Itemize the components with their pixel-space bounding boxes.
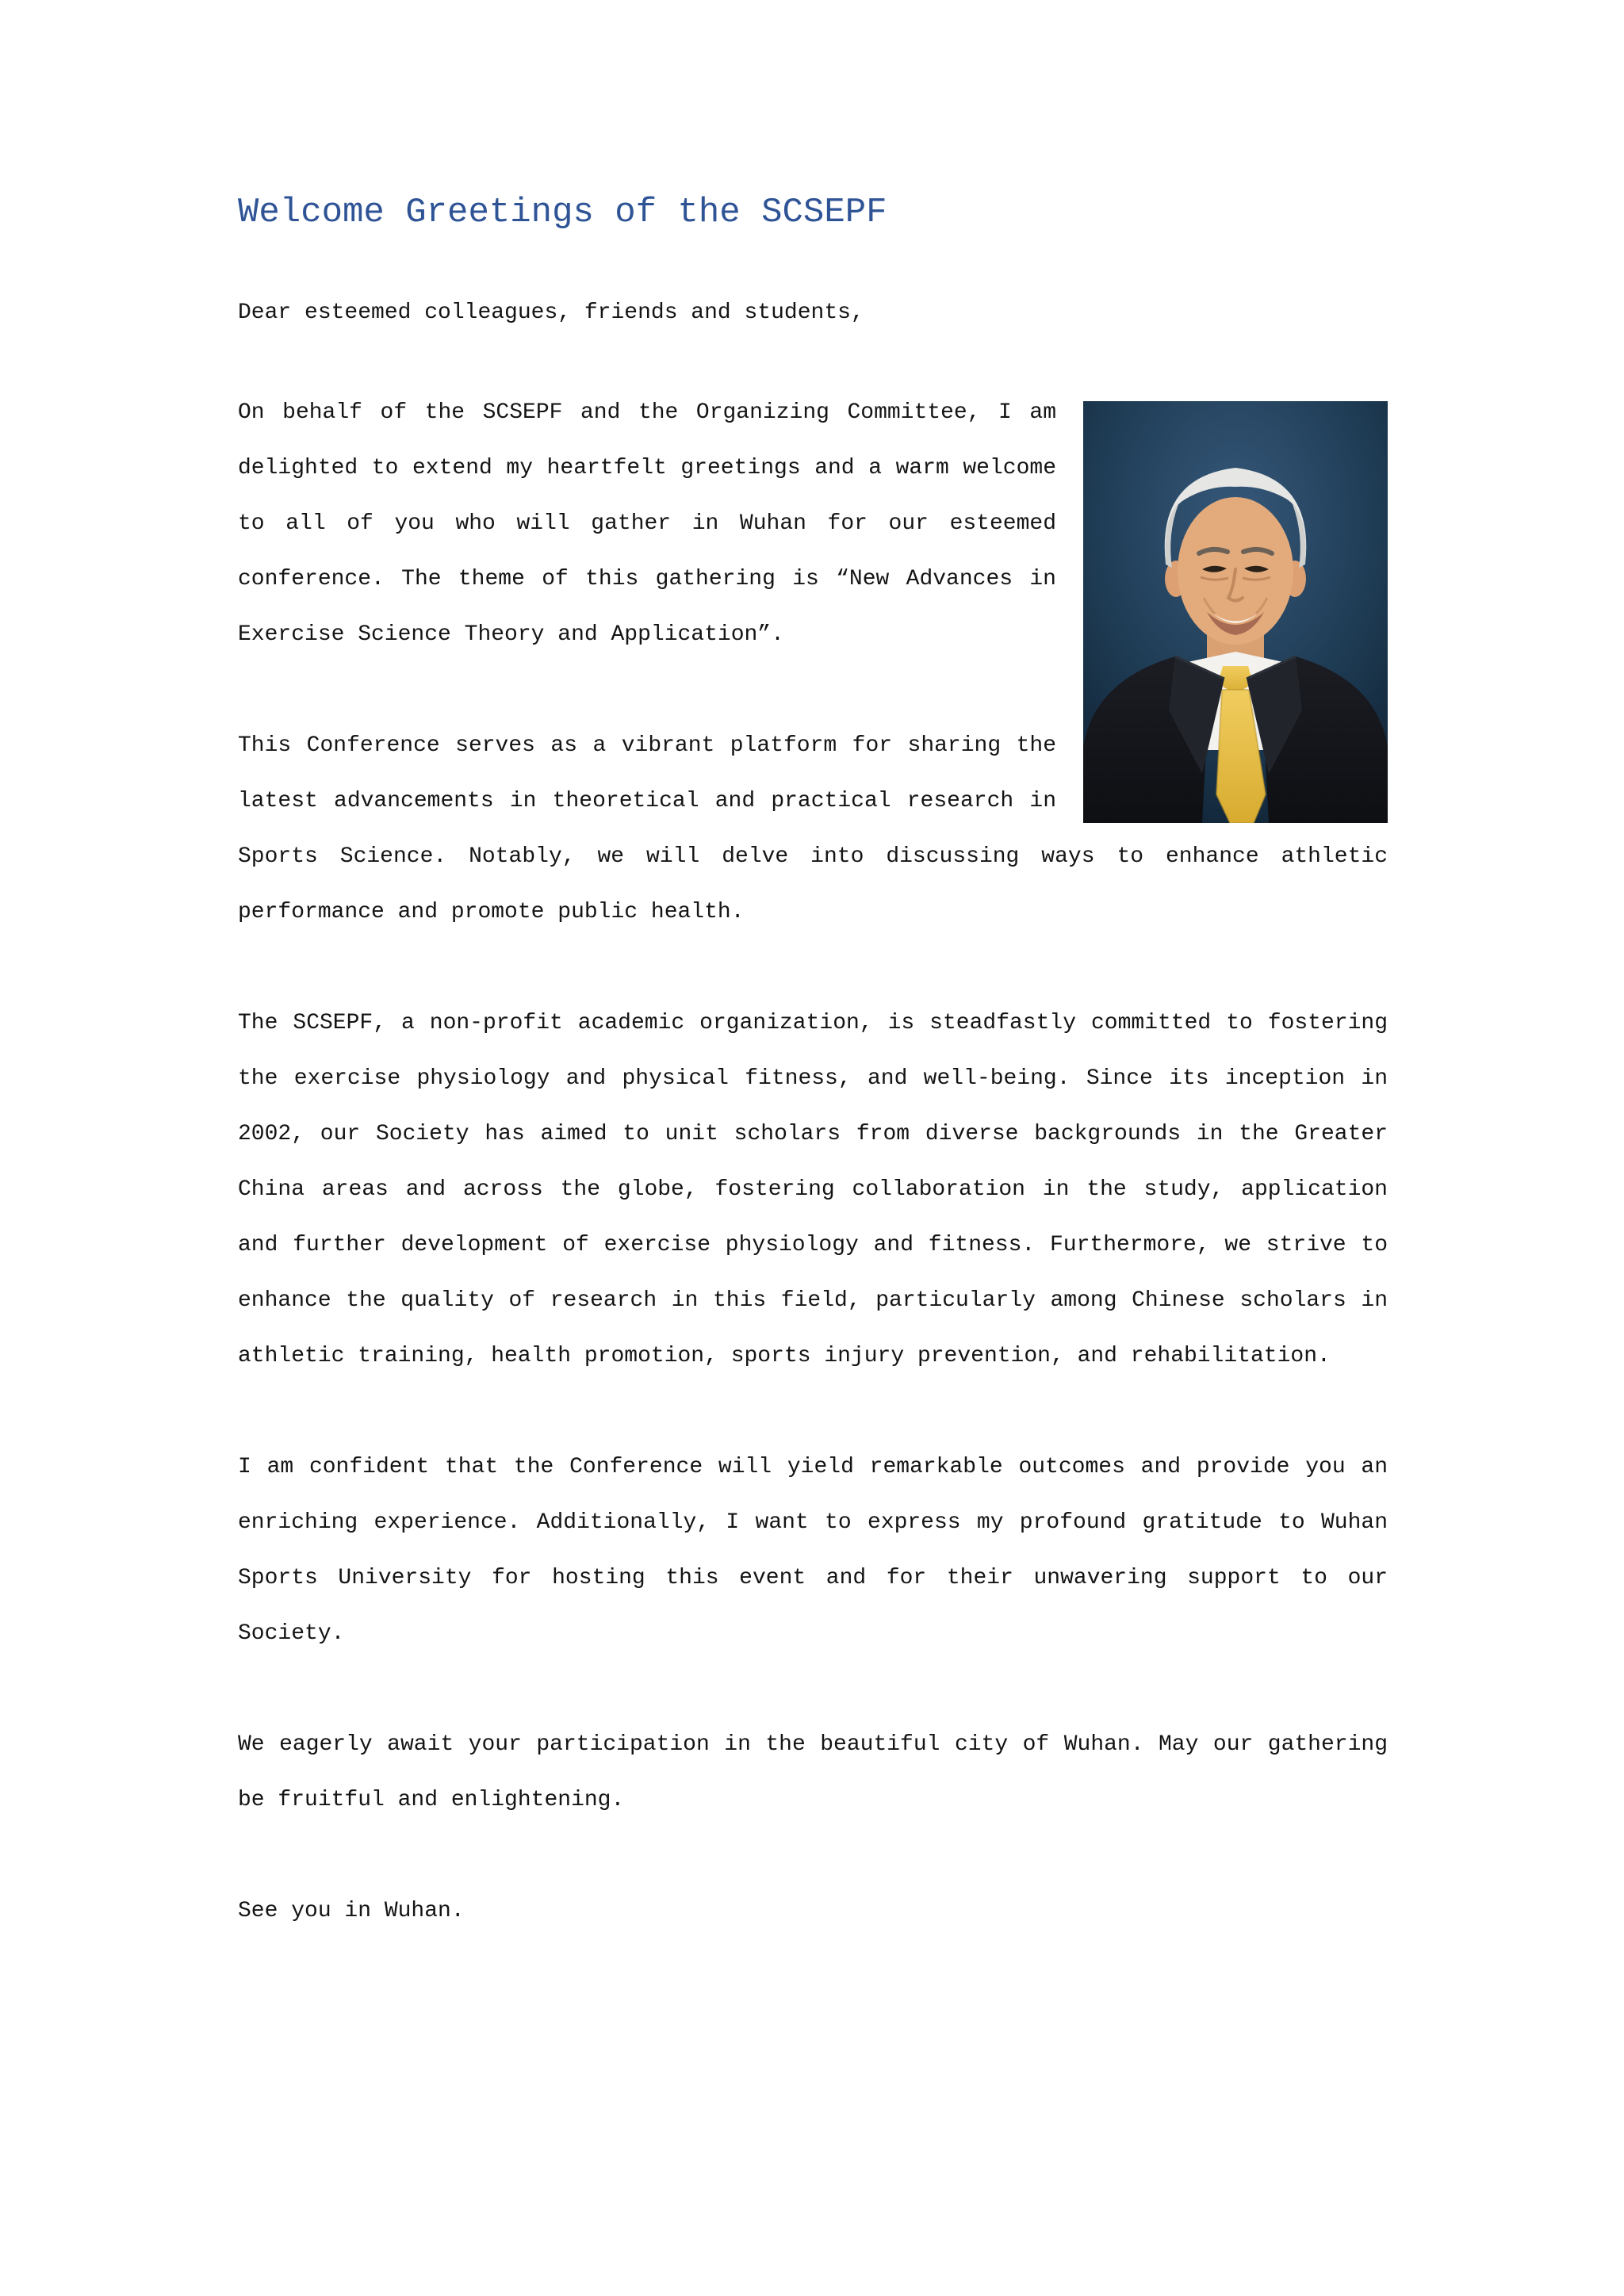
page-title: Welcome Greetings of the SCSEPF <box>238 193 887 232</box>
salutation-line: Dear esteemed colleagues, friends and students, <box>238 300 864 325</box>
portrait-image <box>1083 401 1388 823</box>
portrait-photo <box>1083 401 1388 823</box>
closing-line: See you in Wuhan. <box>238 1899 465 1923</box>
paragraph-4: I am confident that the Conference will yield remarkable outcomes and provide you an enriching experience. Additionally, I want to express my profound gratitude to Wuhan Sports University for hosting this event and for their unwavering support to our Society. <box>238 1455 1388 1646</box>
paragraph-3: The SCSEPF, a non-profit academic organization, is steadfastly committed to fostering the exercise physiology and physical fitness, and well-being. Since its inception in 2002, our Society has aimed to unit scholars from diverse backgrounds in the Greater China areas and across the globe, fostering collaboration in the study, application and further development of exercise physiology and fitness. Furthermore, we strive to enhance the quality of research in this field, particularly among Chinese scholars in athletic training, health promotion, sports injury prevention, and rehabilitation. <box>238 1011 1388 1368</box>
paragraph-5: We eagerly await your participation in the beautiful city of Wuhan. May our gathering be fruitful and enlightening. <box>238 1732 1388 1812</box>
letter-body <box>238 285 1388 1939</box>
paragraph-2: This Conference serves as a vibrant platform for sharing the latest advancements in theoretical and practical research in Sports Science. Notably, we will delve into discussing ways to enhance athletic performance and promote public health. <box>238 733 1388 924</box>
paragraph-1: On behalf of the SCSEPF and the Organizing Committee, I am delighted to extend my heartfelt greetings and a warm welcome to all of you who will gather in Wuhan for our esteemed conference. The theme of this gathering is “New Advances in Exercise Science Theory and Application”. <box>238 400 1056 647</box>
